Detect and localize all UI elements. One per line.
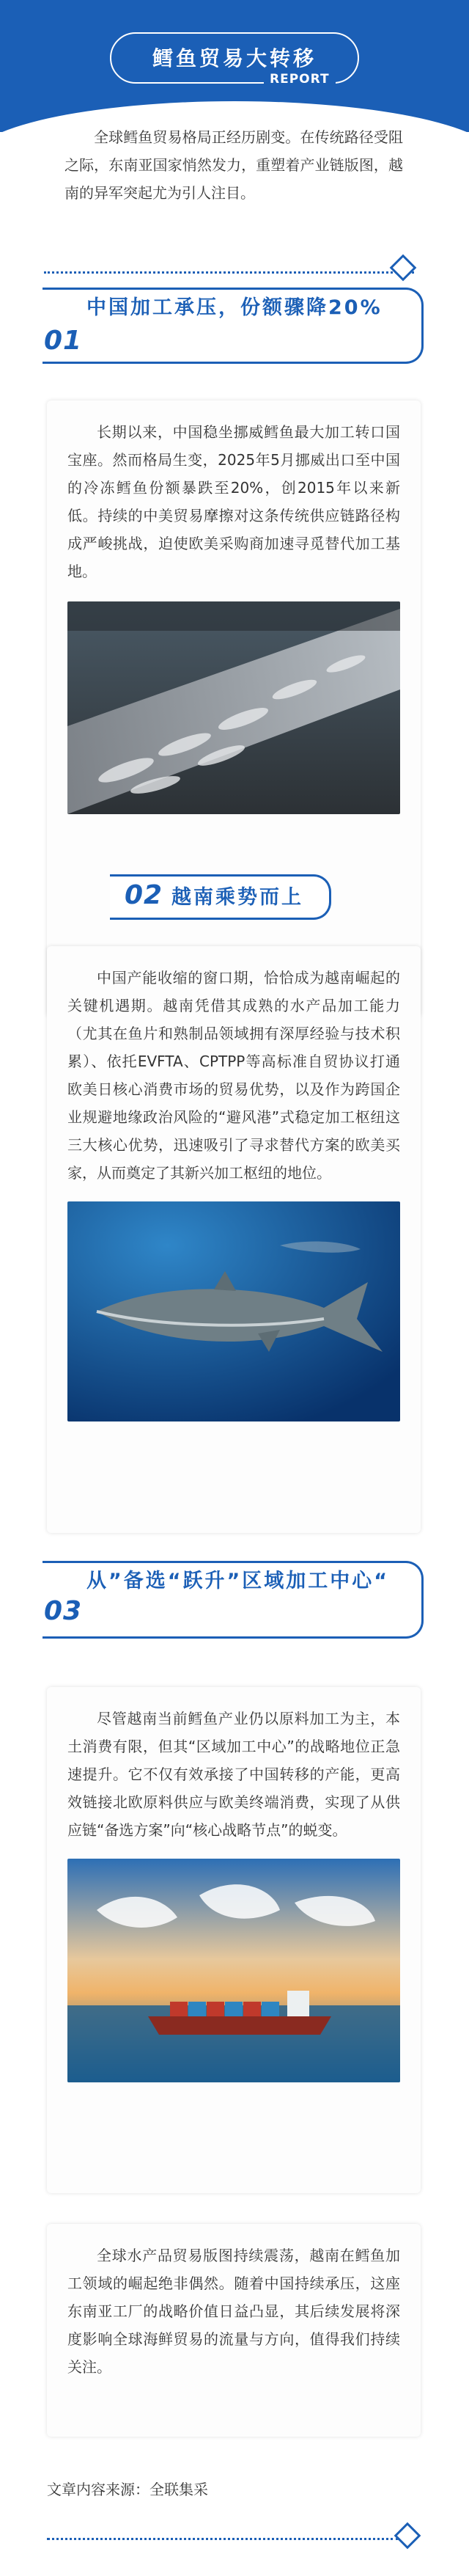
intro-card [47,110,421,220]
cargo-ship-photo [67,1859,400,2082]
page-title: 鳕鱼贸易大转移 [152,46,317,70]
section-1-card [47,400,421,1017]
section-2-card [47,946,421,1533]
sturgeon-photo [67,1201,400,1421]
source-credit: 文章内容来源：全联集采 [47,2481,208,2498]
section-3-title: 从”备选“跃升”区域加工中心“ [86,1570,389,1592]
section-1-number: 01 [44,326,83,356]
intro-text: 全球鳕鱼贸易格局正经历剧变。在传统路径受阻之际，东南亚国家悄然发力，重塑着产业链版图，越南的异军突起尤为引人注目。 [64,128,403,202]
section-1-title: 中国加工承压，份额骤降20% [86,296,383,319]
section-2-number: 02 [125,880,163,910]
section-divider [44,271,414,274]
footer-divider [47,2538,399,2540]
page-subtitle: REPORT [264,72,336,87]
section-2-title: 越南乘势而上 [171,886,303,909]
section-3-card [47,1687,421,2193]
fish-conveyor-photo [67,601,400,814]
section-3-body: 尽管越南当前鳕鱼产业仍以原料加工为主，本土消费有限，但其“区域加工中心”的战略地位正急速提升。它不仅有效承接了中国转移的产能，更高效链接北欧原料供应与欧美终端消费，实现了从供应链“备选方案”向“核心战略节点”的蜕变。 [67,1710,400,1839]
conclusion-text: 全球水产品贸易版图持续震荡，越南在鳕鱼加工领域的崛起绝非偶然。随着中国持续承压，这座东南亚工厂的战略价值日益凸显，其后续发展将深度影响全球海鲜贸易的流量与方向，值得我们持续关注。 [67,2247,400,2376]
section-3-number: 03 [44,1596,83,1626]
section-1-body: 长期以来，中国稳坐挪威鳕鱼最大加工转口国宝座。然而格局生变，2025年5月挪威出口至中国的冷冻鳕鱼份额暴跌至20%，创2015年以来新低。持续的中美贸易摩擦对这条传统供应链路径构成严峻挑战，迫使欧美采购商加速寻觅替代加工基地。 [67,423,400,580]
diamond-icon [390,255,417,282]
section-2-body: 中国产能收缩的窗口期，恰恰成为越南崛起的关键机遇期。越南凭借其成熟的水产品加工能力（尤其在鱼片和熟制品领域拥有深厚经验与技术积累）、依托EVFTA、CPTPP等高标准自贸协议打通欧美日核心消费市场的贸易优势，以及作为跨国企业规避地缘政治风险的“避风港”式稳定加工枢纽这三大核心优势，迅速吸引了寻求替代方案的欧美买家，从而奠定了其新兴加工枢纽的地位。 [67,969,400,1182]
conclusion-card [47,2224,421,2437]
diamond-icon [394,2522,421,2550]
